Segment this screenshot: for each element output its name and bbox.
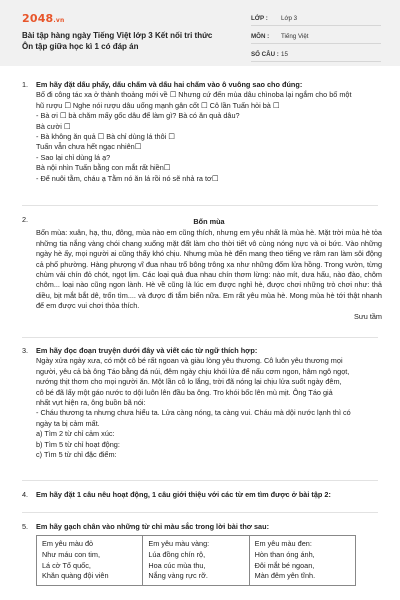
question-3 bbox=[22, 346, 382, 460]
page-header bbox=[0, 0, 400, 66]
poem-column-red bbox=[37, 536, 143, 585]
question-number: 2. bbox=[22, 215, 29, 224]
story-title: Bốn mùa bbox=[193, 217, 225, 226]
logo-text: 2048 bbox=[22, 12, 54, 25]
text-line: cô bé đã lấy một gáo nước to dội luôn lên đầu ba ông. Tro khói bốc lên mù mịt. Ông Táo giả bbox=[36, 387, 333, 397]
text-line: - Sao lại chỉ dùng lá ạ? bbox=[36, 152, 111, 162]
story-text: Bốn mùa: xuân, hạ, thu, đông, mùa nào em cũng thích, nhưng em yêu nhất là mùa hè. Mặt trời mùa hè tỏa những tia nắng vàng chói chang xuống mặt đất làm cho thời tiết vô cùng nóng nực và oi bức. Vào những ngày hè ấy, mọi người ai cũng thấy khó chịu. Nhưng mùa hè đến mang theo tiếng ve râm ran làm sôi động cả phố phường. Hàng phượng vĩ đua nhau trổ bông trông xa như những đốm lửa hồng. Trong vườn, từng chùm vải chín đỏ chót, ngọt lịm. Các loại quả đua nhau chín thơm lừng: nào mít, dưa hấu, nào đào, chôm chôm... loại nào cũng ngon lành. Hè về cũng là lúc em được nghỉ hè, được chơi những trò chơi như: thả diều, bịt mắt bắt dê, trốn tìm.... và được đi tắm biển nữa. Em rất yêu mùa hè. Mong mùa hè tới thật nhanh để em được vui chơi thỏa thích. bbox=[36, 228, 382, 311]
poem-line: Lá cờ Tổ quốc, bbox=[42, 560, 91, 570]
question-number: 1. bbox=[22, 80, 29, 89]
text-line: Bà cười ☐ bbox=[36, 121, 71, 131]
logo-suffix: .vn bbox=[53, 17, 65, 24]
meta-value: Lớp 3 bbox=[281, 14, 298, 22]
poem-line: Lúa đồng chín rộ, bbox=[148, 550, 206, 559]
poem-line: Em yêu màu vàng: bbox=[148, 539, 210, 549]
site-logo[interactable] bbox=[22, 12, 64, 25]
poem-line: Đôi mắt bé ngoan, bbox=[254, 560, 315, 570]
text-line: b) Tìm 5 từ chỉ hoạt động: bbox=[36, 439, 120, 449]
poem-line: Như máu con tim, bbox=[42, 550, 101, 559]
poem-line: Em yêu màu đen: bbox=[254, 539, 312, 549]
question-1 bbox=[22, 80, 382, 184]
meta-key: LỚP : bbox=[251, 14, 268, 22]
question-title: Em hãy đặt dấu phẩy, dấu chấm và dấu hai chấm vào ô vuông sao cho đúng: bbox=[36, 80, 303, 89]
story-author: Sưu tầm bbox=[353, 311, 382, 321]
question-number: 4. bbox=[22, 490, 29, 499]
text-line: nhất vựt hiện ra, ông buồn bã nói: bbox=[36, 398, 146, 408]
meta-key: SỐ CÂU : bbox=[251, 50, 279, 58]
poem-column-yellow bbox=[143, 536, 249, 585]
text-line: - Bà ơi ☐ bà chăm mấy gốc dâu để làm gì? Bà có ăn quả dâu? bbox=[36, 111, 240, 121]
divider bbox=[22, 205, 378, 206]
question-5 bbox=[22, 522, 382, 586]
text-line: - Bà không ăn quả ☐ Bà chỉ dùng lá thôi ☐ bbox=[36, 132, 175, 142]
text-line: - Để nuôi tằm, cháu ạ Tằm nó ăn lá rồi nó sẽ nhả ra tơ☐ bbox=[36, 173, 219, 183]
text-line: Bà nội nhìn Tuấn bằng con mắt rất hiền☐ bbox=[36, 163, 171, 173]
question-4 bbox=[22, 490, 382, 500]
document-meta bbox=[251, 11, 381, 65]
question-title: Em hãy đặt 1 câu nêu hoạt động, 1 câu giới thiệu với các từ em tìm được ở bài tập 2: bbox=[36, 490, 331, 499]
divider bbox=[22, 337, 378, 338]
question-title: Em hãy đọc đoạn truyện dưới đây và viết các từ ngữ thích hợp: bbox=[36, 346, 258, 355]
text-line: ngày ta bị cảm mất. bbox=[36, 418, 100, 428]
meta-key: MÔN : bbox=[251, 32, 270, 40]
question-2 bbox=[22, 215, 382, 322]
poem-line: Em yêu màu đỏ bbox=[42, 539, 94, 549]
document-title: Bài tập hàng ngày Tiếng Việt lớp 3 Kết nối tri thức Ôn tập giữa học kì 1 có đáp án bbox=[22, 31, 213, 51]
text-line: Tuấn vẫn chưa hết ngạc nhiên☐ bbox=[36, 142, 142, 152]
text-line: c) Tìm 5 từ chỉ đặc điểm: bbox=[36, 450, 117, 460]
meta-row-class bbox=[251, 11, 381, 26]
question-title: Em hãy gạch chân vào những từ chỉ màu sắc trong lời bài thơ sau: bbox=[36, 522, 269, 531]
divider bbox=[22, 480, 378, 481]
poem-table bbox=[36, 535, 356, 585]
meta-row-count bbox=[251, 47, 381, 62]
text-line: hũ rượu ☐ Nghe nói rượu dâu uống mạnh gân cốt ☐ Cô lần Tuấn hỏi bà ☐ bbox=[36, 100, 280, 110]
poem-line: Hòn than óng ánh, bbox=[254, 550, 315, 559]
text-line: - Cháu thương ta nhưng chưa hiểu ta. Lửa càng nóng, ta càng vui. Cháu mà dội nước lạnh thì có bbox=[36, 408, 351, 418]
poem-line: Nắng vàng rực rỡ. bbox=[148, 571, 208, 581]
text-line: người, yêu cả bà ông Táo bằng đá núi, đêm ngày chịu khói lửa để nấu cơm ngon, hâm ngô ngọt, bbox=[36, 366, 350, 376]
text-line: Bố đi công tác xa ở thành thoảng mới về ☐ Nhưng cứ đến mùa dâu chìnoba lại ngắm cho bố một bbox=[36, 90, 352, 100]
question-number: 5. bbox=[22, 522, 29, 531]
poem-line: Hoa cúc mùa thu, bbox=[148, 560, 206, 570]
poem-line: Khăn quàng đội viên bbox=[42, 571, 109, 581]
text-line: nướng thịt thơm cho mọi người ăn. Một lần cô lo lắng, trời đã nóng lại chịu lửa suốt ngày đêm, bbox=[36, 377, 342, 387]
meta-value: Tiếng Việt bbox=[281, 32, 309, 40]
question-number: 3. bbox=[22, 346, 29, 355]
meta-value: 15 bbox=[281, 50, 288, 58]
poem-column-black bbox=[249, 536, 355, 585]
meta-row-subject bbox=[251, 29, 381, 44]
text-line: Ngày xửa ngày xưa, có một cô bé rất ngoan và giàu lòng yêu thương. Cô luôn yêu thương mọi bbox=[36, 356, 343, 366]
text-line: a) Tìm 2 từ chỉ cảm xúc: bbox=[36, 429, 115, 439]
poem-line: Màn đêm yên tĩnh. bbox=[254, 571, 316, 581]
divider bbox=[22, 512, 378, 513]
